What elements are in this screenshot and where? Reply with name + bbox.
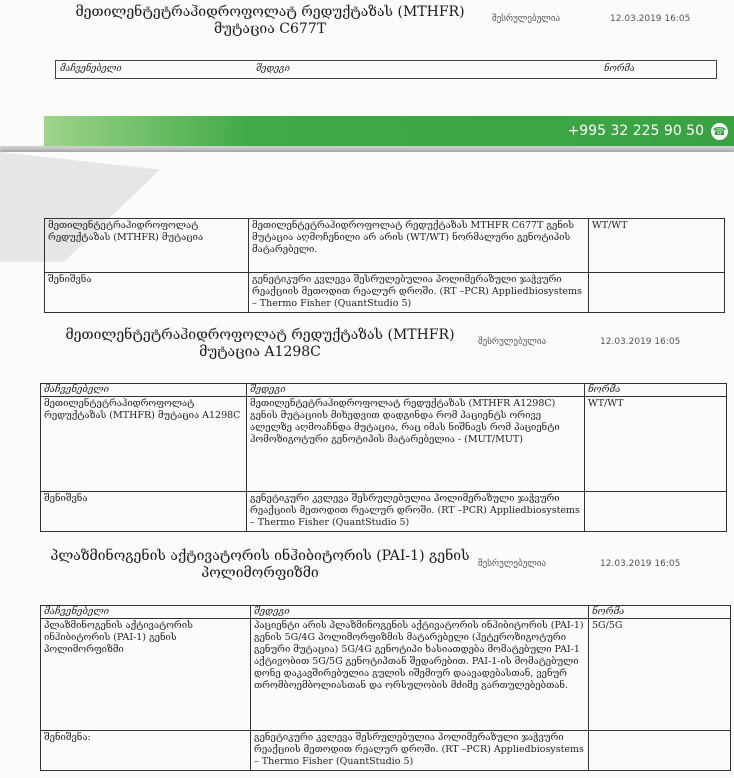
result-cell: პაციენტი არის პლაზმინოგენის აქტივატორის ინჰიბიტორის (PAI-1) გენის 5G/4G პოლიმორფიზმის მატარებელი (ჰეტეროზიგოტური გენური მუტაცია) 5G/4G გენოტიპი ხასიათდება მომატებული PAI-1 აქტივობით 5G/5G გენოტიპთან შედარებით. PAI-1-ის მომატებული დონე დაკავშირებულია გულის იშემიურ დაავადებასთან, ვენურ თრომბოემბოლიასთან და ორსულობის მძიმე გართულებებთან. — [251, 619, 589, 731]
column-norm: ნორმა — [589, 606, 731, 619]
section-title-line1: პლაზმინოგენის აქტივატორის ინჰიბიტორის (PAI-1) გენის — [50, 548, 470, 564]
section-title-pai1 — [40, 548, 480, 582]
column-norm: ნორმა — [585, 384, 727, 397]
test-title — [70, 4, 470, 38]
table-c677t — [44, 218, 725, 313]
table-header-row — [41, 384, 727, 397]
table-row — [41, 731, 731, 771]
footer-phone[interactable]: +995 32 225 90 50 — [567, 123, 704, 139]
report-page-top — [0, 0, 734, 146]
section-title-line2: მუტაცია A1298C — [199, 344, 321, 360]
phone-icon: ☎ — [712, 125, 727, 138]
norm-cell: WT/WT — [589, 219, 725, 273]
norm-cell: 5G/5G — [589, 619, 731, 731]
performed-label: შესრულებულია — [478, 559, 547, 569]
note-cell: გენეტიკური კვლევა შესრულებულია პოლიმერაზული ჯაჭვური რეაქციის მეთოდით რეალურ დროში. (RT –PCR) Appliedbiosystems – Thermo Fisher (QuantStudio 5) — [247, 492, 585, 532]
footer-contact-bar — [44, 116, 734, 146]
result-cell: მეთილენტეტრაჰიდროფოლატ რედუქტაზას (MTHFR A1298C) გენის მუტაციის მიხედვით დადგინდა რომ პაციენტს ორივე ალელზე აღმოაჩნდა მუტაცია, რაც იმას ნიშნავს რომ პაციენტი ჰომოზიგოტური გენოტიპის მატარებელია - (MUT/MUT) — [247, 397, 585, 492]
note-cell: გენეტიკური კვლევა შესრულებულია პოლიმერაზული ჯაჭვური რეაქციის მეთოდით რეალურ დროში. (RT –PCR) Appliedbiosystems – Thermo Fisher (QuantStudio 5) — [249, 273, 589, 313]
table-header-row — [41, 606, 731, 619]
performed-date: 12.03.2019 16:05 — [610, 14, 691, 24]
table-row — [41, 492, 727, 532]
section-title-line2: პოლიმორფიზმი — [201, 565, 319, 581]
empty-cell — [585, 492, 727, 532]
column-indicator: მაჩვენებელი — [60, 64, 122, 74]
norm-cell: WT/WT — [585, 397, 727, 492]
column-result: შედეგი — [247, 384, 585, 397]
empty-cell — [589, 731, 731, 771]
performed-label: შესრულებულია — [478, 337, 547, 347]
indicator-cell: პლაზმინოგენის აქტივატორის ინჰიბიტორის (PAI-1) გენის პოლიმორფიზმი — [41, 619, 251, 731]
column-norm: ნორმა — [604, 64, 635, 74]
table-row — [45, 273, 725, 313]
indicator-cell: მეთილენტეტრაჰიდროფოლატ რედუქტაზას (MTHFR) მუტაცია — [45, 219, 249, 273]
column-indicator: მაჩვენებელი — [41, 606, 251, 619]
section-title-line1: მეთილენტეტრაჰიდროფოლატ რედუქტაზას (MTHFR) — [65, 327, 455, 343]
section-title-a1298c — [40, 327, 480, 361]
column-result: შედეგი — [251, 606, 589, 619]
note-label-cell: შენიშვნა — [41, 492, 247, 532]
performed-label: შესრულებულია — [492, 14, 561, 24]
note-label-cell: შენიშვნა: — [41, 731, 251, 771]
performed-date: 12.03.2019 16:05 — [600, 559, 681, 569]
column-header-row — [55, 60, 717, 79]
test-title-line1: მეთილენტეტრაჰიდროფოლატ რედუქტაზას (MTHFR) — [75, 4, 465, 20]
note-label-cell: შენიშვნა — [45, 273, 249, 313]
column-indicator: მაჩვენებელი — [41, 384, 247, 397]
indicator-cell: მეთილენტეტრაჰიდროფოლატ რედუქტაზას (MTHFR) მუტაცია A1298C — [41, 397, 247, 492]
note-cell: გენეტიკური კვლევა შესრულებულია პოლიმერაზული ჯაჭვური რეაქციის მეთოდით რეალურ დროში. (RT –PCR) Appliedbiosystems – Thermo Fisher (QuantStudio 5) — [251, 731, 589, 771]
result-cell: მეთილენტეტრაჰიდროფოლატ რედუქტაზას MTHFR C677T გენის მუტაცია აღმოჩენილი არ არის (WT/WT) ნორმალური გენოტიპის მატარებელი. — [249, 219, 589, 273]
table-row — [45, 219, 725, 273]
table-a1298c — [40, 383, 727, 532]
empty-cell — [589, 273, 725, 313]
column-result: შედეგი — [256, 64, 290, 74]
table-pai1 — [40, 605, 731, 771]
table-row — [41, 397, 727, 492]
performed-date: 12.03.2019 16:05 — [600, 337, 681, 347]
table-row — [41, 619, 731, 731]
test-title-line2: მუტაცია C677T — [213, 21, 327, 37]
